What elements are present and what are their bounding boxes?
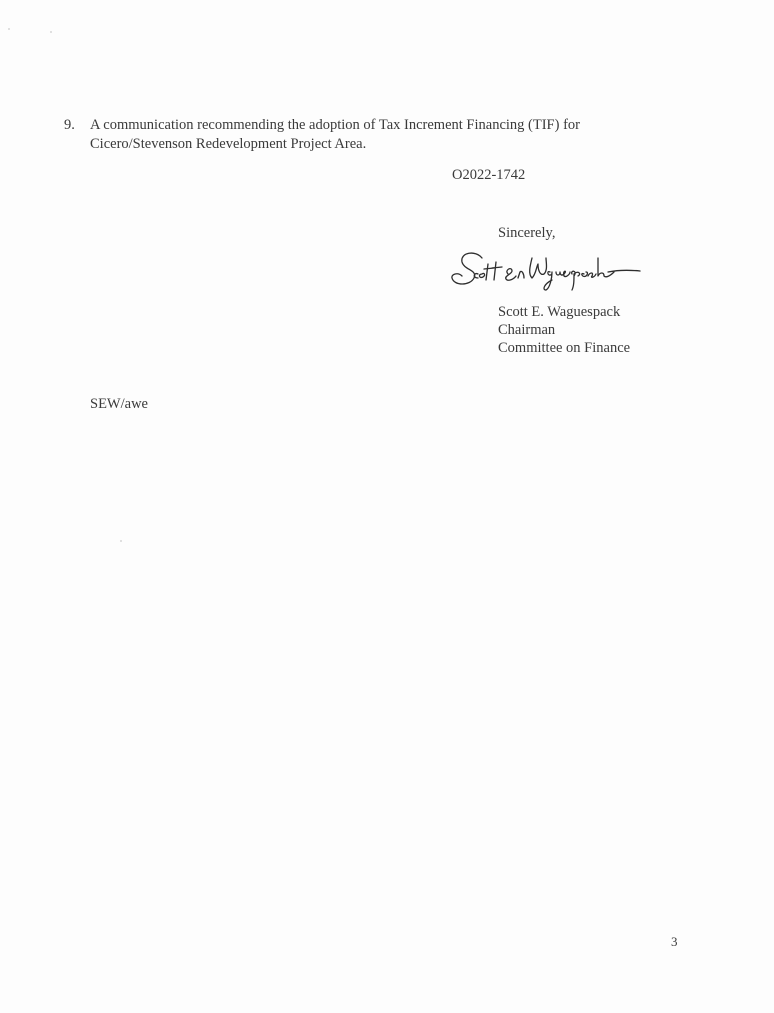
signer-committee: Committee on Finance (498, 340, 631, 356)
signature-block (498, 303, 630, 357)
typist-initials: SEW/awe (90, 396, 148, 412)
scan-speck (50, 31, 52, 33)
item-number: 9. (64, 117, 75, 133)
item-text-line-2: Cicero/Stevenson Redevelopment Project Area. (90, 136, 367, 152)
closing-salutation: Sincerely, (498, 225, 556, 241)
item-text-line-1: A communication recommending the adoption of Tax Increment Financing (TIF) for (90, 117, 580, 133)
signer-title: Chairman (498, 322, 556, 338)
signer-name: Scott E. Waguespack (498, 304, 621, 320)
ordinance-number: O2022-1742 (452, 167, 526, 183)
handwritten-signature (448, 244, 643, 294)
scan-speck (8, 28, 10, 30)
page-number: 3 (671, 934, 678, 949)
item-text (90, 116, 650, 154)
scan-speck (120, 540, 122, 542)
